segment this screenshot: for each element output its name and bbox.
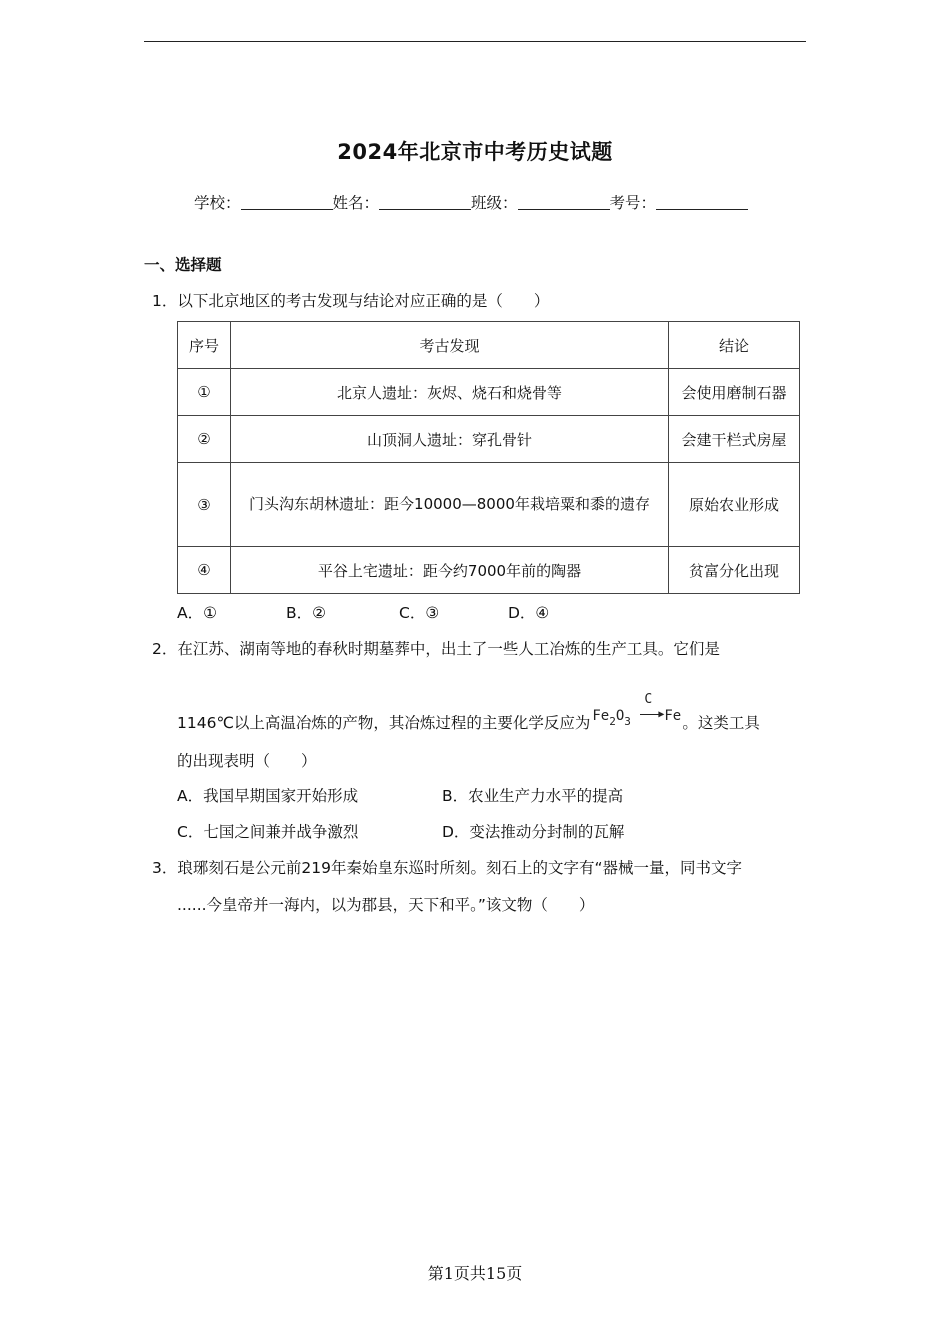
table-header-row [178, 322, 800, 369]
question-1-stem: 1．以下北京地区的考古发现与结论对应正确的是（ ） [152, 292, 550, 310]
table-row [178, 369, 800, 416]
question-3-stem-line-1: 3．琅琊刻石是公元前219年秦始皇东巡时所刻。刻石上的文字有“器械一量，同书文字 [152, 859, 742, 877]
exam-no-blank[interactable] [656, 191, 748, 210]
table-cell-finding: 山顶洞人遗址：穿孔骨针 [231, 416, 669, 463]
q1-option-b[interactable]: B．② [286, 604, 327, 622]
page-title: 2024年北京市中考历史试题 [337, 140, 613, 164]
school-blank[interactable] [241, 191, 333, 210]
q2-text-before-formula: 1146℃以上高温冶炼的产物，其冶炼过程的主要化学反应为 [177, 714, 591, 732]
school-label: 学校： [194, 194, 241, 212]
q2-option-b[interactable]: B．农业生产力水平的提高 [442, 787, 624, 805]
student-info-line [194, 191, 748, 213]
table-row [178, 463, 800, 547]
chemical-formula [590, 692, 682, 734]
question-2-stem-line-2 [177, 692, 760, 734]
arrowhead-icon: ▶ [658, 709, 665, 720]
class-blank[interactable] [518, 191, 610, 210]
class-label: 班级： [471, 194, 518, 212]
q2-option-a[interactable]: A．我国早期国家开始形成 [177, 787, 359, 805]
table-cell-conclusion: 会使用磨制石器 [669, 369, 800, 416]
q1-option-c[interactable]: C．③ [399, 604, 440, 622]
formula-reactant: $Fe_2O_3$ [592, 708, 631, 728]
table-cell-finding: 门头沟东胡林遗址：距今10000—8000年栽培粟和黍的遗存 [231, 463, 669, 547]
name-blank[interactable] [379, 191, 471, 210]
table-row [178, 547, 800, 594]
table-row [178, 416, 800, 463]
name-label: 姓名： [332, 194, 380, 212]
table-cell-number: ④ [178, 547, 231, 594]
question-1-table [177, 321, 800, 594]
table-cell-conclusion: 会建干栏式房屋 [669, 416, 800, 463]
q2-text-after-formula: 。这类工具 [682, 714, 760, 732]
table-header-cell: 序号 [178, 322, 231, 369]
table-cell-number: ③ [178, 463, 231, 547]
section-title: 一、选择题 [144, 256, 222, 274]
table-header-cell: 结论 [669, 322, 800, 369]
formula-product: Fe [664, 708, 682, 724]
question-2-stem-line-3: 的出现表明（ ） [177, 752, 317, 770]
table-cell-conclusion: 贫富分化出现 [669, 547, 800, 594]
formula-catalyst: C [644, 692, 653, 707]
table-header-cell: 考古发现 [231, 322, 669, 369]
table-cell-finding: 北京人遗址：灰烬、烧石和烧骨等 [231, 369, 669, 416]
page-footer: 第1页共15页 [427, 1264, 523, 1283]
header-rule [144, 41, 806, 42]
q1-option-a[interactable]: A．① [177, 604, 217, 622]
q2-option-c[interactable]: C．七国之间兼并战争激烈 [177, 823, 359, 841]
question-2-stem-line-1: 2．在江苏、湖南等地的春秋时期墓葬中，出土了一些人工冶炼的生产工具。它们是 [152, 640, 720, 658]
table-cell-finding: 平谷上宅遗址：距今约7000年前的陶器 [231, 547, 669, 594]
q1-option-d[interactable]: D．④ [508, 604, 550, 622]
table-cell-number: ② [178, 416, 231, 463]
table-cell-number: ① [178, 369, 231, 416]
exam-no-label: 考号： [609, 194, 657, 212]
table-cell-conclusion: 原始农业形成 [669, 463, 800, 547]
question-3-stem-line-2: ......今皇帝并一海内，以为郡县，天下和平。”该文物（ ） [177, 896, 595, 914]
q2-option-d[interactable]: D．变法推动分封制的瓦解 [442, 823, 625, 841]
